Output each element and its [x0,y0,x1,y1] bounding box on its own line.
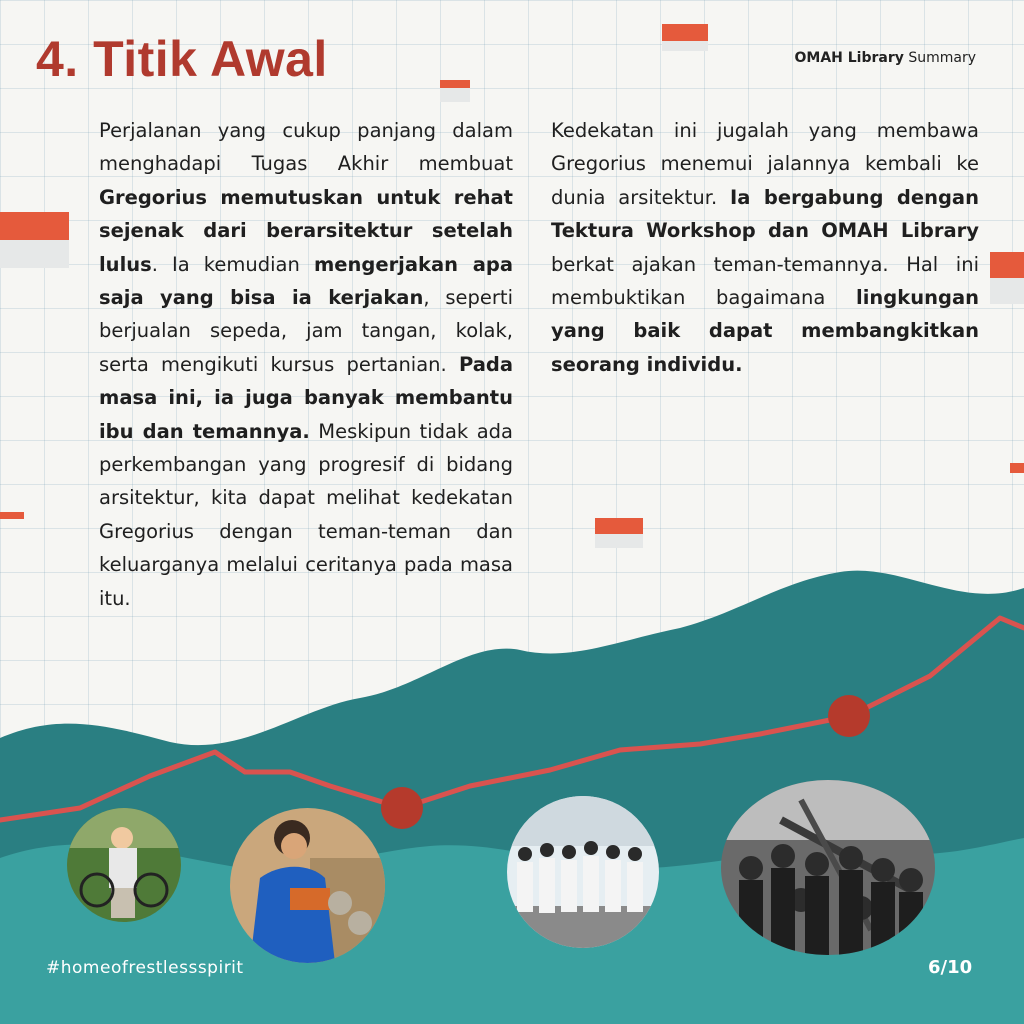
brand-subtitle: Summary [908,50,976,66]
page-number: 6/10 [928,957,973,978]
photo-bicycle [67,808,181,922]
photo-group-office [507,796,659,948]
text-run: Perjalanan yang cukup panjang dalam menghadapi Tugas Akhir membuat [99,119,513,176]
text-run: berkat ajakan teman-temannya. Hal ini membuktikan bagaimana [551,252,979,310]
hashtag-label: #homeofrestlessspirit [46,958,244,978]
text-run: Kedekatan ini jugalah yang membawa Gregorius menemui jalannya kembali ke dunia arsitektur. [551,119,979,209]
photo-working [230,808,385,963]
bold-text-run: Pada masa ini, ia juga banyak membantu ibu dan temannya. [99,352,513,443]
bold-text-run: Gregorius memutuskan untuk rehat sejenak dari berarsitektur setelah lulus [99,185,513,276]
bold-text-run: Ia bergabung dengan Tektura Workshop dan OMAH Library [551,185,979,243]
bold-text-run: mengerjakan apa saja yang bisa ia kerjakan [99,252,513,310]
photo-group-outdoor [721,780,935,955]
page-title: 4. Titik Awal [36,31,328,87]
text-run: , seperti berjualan sepeda, jam tangan, kolak, serta mengikuti kursus pertanian. [99,286,513,376]
bold-text-run: lingkungan yang baik dapat membangkitkan seorang individu. [551,286,979,376]
trend-marker [381,787,423,829]
text-run: . Ia kemudian [151,252,314,276]
trend-marker [828,695,870,737]
brand-name: OMAH Library [794,50,904,66]
text-run: Meskipun tidak ada perkembangan yang progresif di bidang arsitektur, kita dapat melihat kedekatan Gregorius dengan teman-teman dan keluarganya melalui ceritanya pada masa itu. [99,419,513,610]
